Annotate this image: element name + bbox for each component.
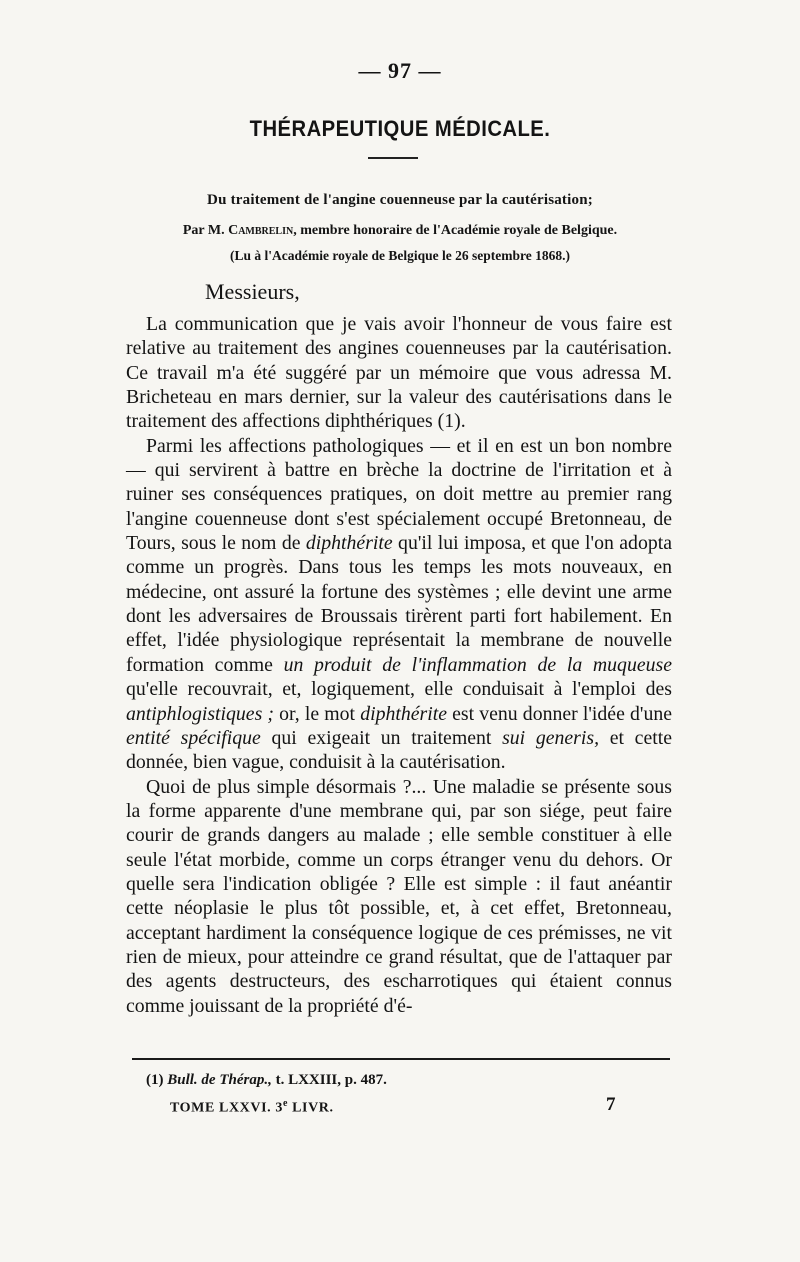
text-run: est venu donner l'idée d'une (447, 702, 673, 725)
title-rule (368, 157, 418, 159)
author-line (0, 223, 800, 239)
salutation: Messieurs, (205, 279, 300, 304)
italic-term: diphthérite (360, 702, 447, 725)
text-run: Parmi les affections pathologiques — et il en est un bon nombre — qui servirent à battre en brèche la doctrine de l'irritation et à ruiner ses conséquences pratiques, on doit mettre au premier rang l'angine couenneuse dont s'est spécialement occupé Bretonneau, de Tours, sous le nom de (126, 434, 672, 555)
author-name: Cambrelin (228, 223, 294, 238)
page-number: — 97 — (358, 58, 442, 83)
italic-term: un produit de l'inflammation de la muqueuse (283, 653, 672, 676)
author-affiliation: , membre honoraire de l'Académie royale de Belgique. (293, 223, 618, 238)
text-run: qu'il lui imposa, et que l'on adopta comme un progrès. Dans tous les temps les mots nouveaux, en médecine, ont assuré la fortune des systèmes ; elle devint une arme dont les adversaires de Broussais tirèrent parti fort habilement. En effet, l'idée physiologique représentait la membrane de nouvelle formation comme (126, 532, 672, 676)
italic-term: diphthérite (305, 532, 393, 555)
section-title: THÉRAPEUTIQUE MÉDICALE. (249, 116, 551, 141)
author-prefix: Par M. (182, 223, 229, 238)
paragraph-1: La communication que je vais avoir l'honneur de vous faire est relative au traitement des angines couenneuses par la cautérisation. Ce travail m'a été suggéré par un mémoire que vous adressa M. Bricheteau en mars dernier, sur la valeur des cautérisations dans le traitement des affections diphthériques (1). (126, 313, 672, 433)
signature-line (170, 1098, 334, 1117)
sheet-number: 7 (606, 1094, 616, 1115)
italic-term: sui generis, (502, 726, 600, 749)
text-run: qui exigeait un traitement (260, 726, 503, 749)
paragraph-3: Quoi de plus simple désormais ?... Une maladie se présente sous la forme apparente d'une membrane qui, par son siége, peut faire courir de grands dangers au malade ; elle semble constituer à elle seule l'état morbide, comme un corps étranger venu du dehors. Or quelle sera l'indication obligée ? Elle est simple : il faut anéantir cette néoplasie le plus tôt possible, et, à cet effet, Bretonneau, acceptant hardiment la conséquence logique de ces prémisses, ne vit rien de mieux, pour atteindre ce grand résultat, que de l'attaquer par des agents destructeurs, des escharrotiques qui étaient connus comme jouissant de la propriété d'é- (126, 775, 672, 1017)
read-note: (Lu à l'Académie royale de Belgique le 26 septembre 1868.) (230, 248, 570, 263)
text-run: et cette donnée, bien vague, conduisit à la cautérisation. (126, 726, 672, 774)
body-text (126, 312, 672, 1018)
italic-term: antiphlogistiques ; (126, 702, 274, 725)
footnote-reference: t. LXXIII, p. 487. (271, 1072, 387, 1088)
footnote-journal: Bull. de Thérap., (167, 1072, 272, 1088)
tome-label: TOME LXXVI. 3 (170, 1100, 283, 1116)
livraison-label: LIVR. (288, 1100, 334, 1116)
footnote-rule (132, 1058, 670, 1060)
italic-term: entité spécifique (126, 726, 261, 749)
paragraph-2 (126, 434, 672, 775)
footnote (146, 1072, 387, 1089)
article-title: Du traitement de l'angine couenneuse par la cautérisation; (207, 192, 593, 208)
footnote-marker: (1) (146, 1072, 168, 1088)
text-run: or, le mot (274, 702, 361, 725)
superscript: e (282, 1098, 288, 1109)
text-run: qu'elle recouvrait, et, logiquement, elle conduisait à l'emploi des (126, 678, 672, 701)
